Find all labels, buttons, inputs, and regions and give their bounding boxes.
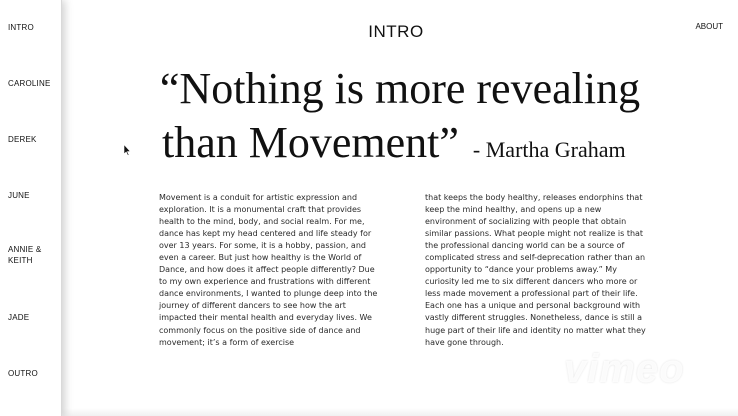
sidebar-item-derek[interactable]: DEREK — [8, 135, 37, 144]
vimeo-watermark-logo: vimeo — [564, 347, 685, 391]
quote-line-2 — [162, 114, 682, 179]
about-link[interactable]: ABOUT — [695, 22, 723, 31]
mouse-pointer-icon — [123, 144, 131, 156]
quote-line-1: “Nothing is more revealing — [159, 64, 641, 113]
sidebar-item-june[interactable]: JUNE — [8, 191, 30, 200]
video-bottom-shade — [62, 408, 738, 416]
intro-text-left-column: Movement is a conduit for artistic expression and exploration. It is a monumental craft that provides health to the mind, body, and social realm. For me, dance has kept my head centered and life steady for over 13 years. For some, it is a hobby, passion, and even a career. But just how healthy is the World of Dance, and how does it affect people differently? Due to my own experience and frustrations with different dance environments, I wanted to plunge deep into the journey of different dancers to see how the art impacted their mental health and everyday lives. We commonly focus on the positive side of dance and movement; it’s a form of exercise — [159, 193, 378, 347]
sidebar-item-annie-keith[interactable] — [8, 244, 58, 266]
sidebar-item-intro[interactable]: INTRO — [8, 23, 34, 32]
sidebar-item-caroline[interactable]: CAROLINE — [8, 79, 51, 88]
sidebar-item-annie-label: ANNIE & — [8, 245, 42, 254]
sidebar-item-jade[interactable]: JADE — [8, 313, 30, 322]
sidebar-item-outro[interactable]: OUTRO — [8, 369, 38, 378]
quote-line-2-text: than Movement” — [162, 118, 459, 167]
sidebar-item-keith-label: KEITH — [8, 256, 33, 265]
intro-text-right-column: that keeps the body healthy, releases endorphins that keep the mind healthy, and opens up a new environment of socializing with people that obtain similar passions. What people might not realize is that the professional dancing world can be a source of complicated stress and self-deprecation rather than an opportunity to “dance your problems away.” My curiosity led me to six different dancers who more or less made movement a professional part of their life. Each one has a unique and personal background with vastly different struggles. Nonetheless, dance is still a huge part of their life and identity no matter what they have gone through. — [425, 193, 646, 347]
quote-attribution: - Martha Graham — [472, 137, 626, 162]
page-title: INTRO — [368, 22, 424, 41]
sidebar-nav — [0, 0, 62, 416]
